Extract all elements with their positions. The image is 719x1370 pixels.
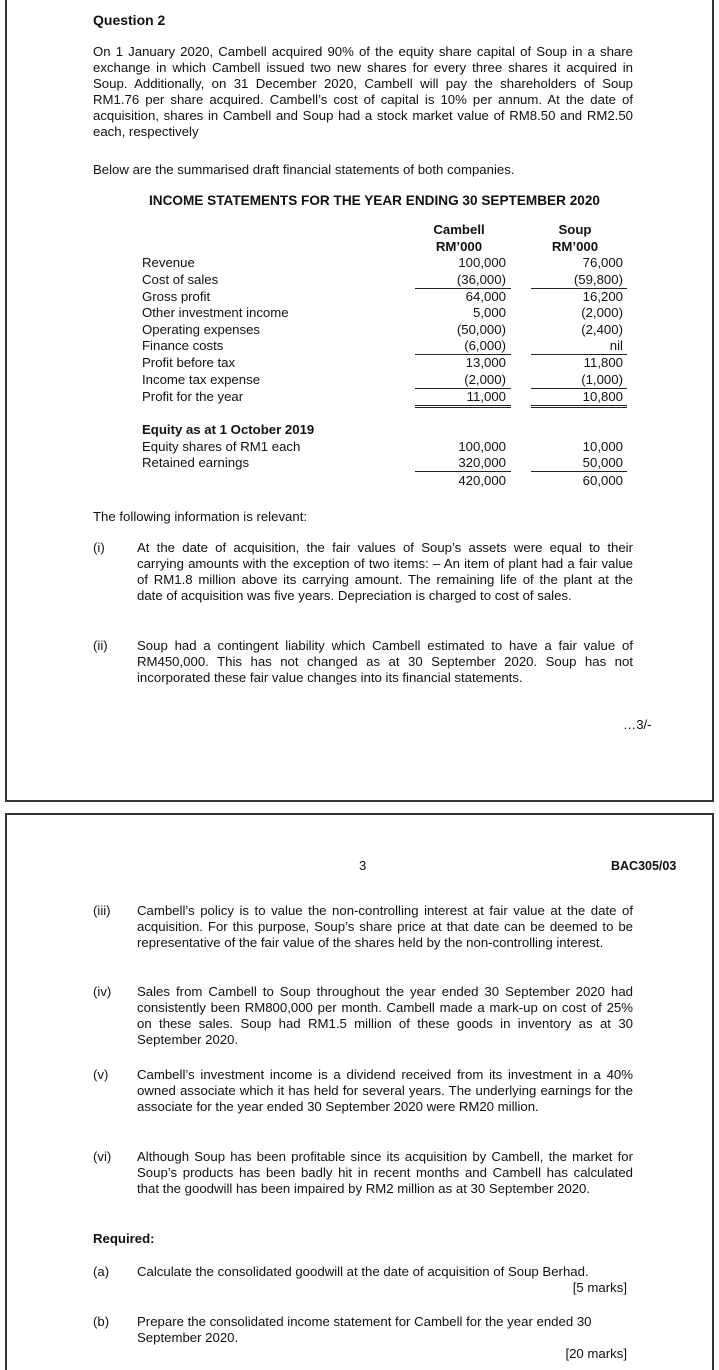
table-unit-row [7,239,716,255]
page-number: 3 [359,858,367,873]
row-label: Income tax expense [142,372,261,387]
item-text: Although Soup has been profitable since its acquisition by Cambell, the market for Soup’s products has been badly hit in recent months and Cambell has calculated that the goodwill has been impaired by RM2 million as at 30 September 2020. [137,1149,633,1196]
item-text: Cambell’s policy is to value the non-controlling interest at fair value at the date of acquisition. For this purpose, Soup’s share price at that date can be deemed to be representative of the fair value of the shares held by the non-controlling interest. [137,903,633,950]
part-number: (a) [93,1264,110,1279]
table-row [7,272,716,288]
soup-value: 11,800 [583,355,623,370]
item-text: Cambell’s investment income is a dividend received from its investment in a 40% owned associate which it has held for several years. The underlying earnings for the associate for the year ended 30 September 2020 were RM20 million. [137,1067,633,1114]
soup-value: 10,000 [582,439,623,454]
table-row [7,255,716,271]
row-label: Retained earnings [142,455,250,470]
row-label: Cost of sales [142,272,219,287]
soup-value: (2,400) [581,322,623,337]
row-label: Equity shares of RM1 each [142,439,301,454]
equity-total-row [7,473,716,489]
row-label: Finance costs [142,338,224,353]
cambell-value: (6,000) [415,338,511,355]
table-row [7,439,716,455]
column-unit-soup: RM’000 [551,239,599,254]
table-row [7,455,716,471]
table-row [7,322,716,338]
row-label: Other investment income [142,305,289,320]
part-text: Calculate the consolidated goodwill at the date of acquisition of Soup Berhad. [137,1264,589,1279]
information-intro: The following information is relevant: [93,509,308,524]
required-title: Required: [93,1231,155,1246]
row-label: Profit for the year [142,389,244,404]
income-statement-title: INCOME STATEMENTS FOR THE YEAR ENDING 30 SEPTEMBER 2020 [149,193,600,208]
soup-value: 16,200 [582,289,623,304]
soup-total: 60,000 [582,473,623,488]
document-page-1 [5,0,714,802]
cambell-value: (2,000) [415,372,511,389]
page-continuation: …3/- [623,717,652,732]
question-intro: On 1 January 2020, Cambell acquired 90% of the equity share capital of Soup in a share exchange in which Cambell issued two new shares for every three shares it acquired in Soup. Additionally, on 31 December 2020, Cambell will pay the shareholders of Soup RM1.76 per share acquired. Cambell’s cost of capital is 10% per annum. At the date of acquisition, shares in Cambell and Soup had a stock market value of RM8.50 and RM2.50 each, respectively [93,44,633,139]
item-text: At the date of acquisition, the fair values of Soup’s assets were equal to their carrying amounts with the exception of two items: – An item of plant had a fair value of RM1.8 million above its carrying amount. The remaining life of the plant at the date of acquisition was five years. Depreciation is charged to cost of sales. [137,540,633,603]
part-marks: [20 marks] [565,1346,627,1361]
item-number: (iii) [93,903,111,918]
item-number: (vi) [93,1149,112,1164]
soup-value: (1,000) [531,372,627,389]
row-label: Profit before tax [142,355,236,370]
item-number: (i) [93,540,105,555]
cambell-value: 5,000 [472,305,506,320]
soup-value: nil [531,338,627,355]
table-row [7,305,716,321]
row-label: Revenue [142,255,195,270]
statements-intro: Below are the summarised draft financial statements of both companies. [93,162,515,177]
cambell-value: (36,000) [415,272,511,289]
table-row [7,372,716,388]
cambell-total: 420,000 [458,473,506,488]
column-header-cambell: Cambell [433,222,485,237]
soup-value: 10,800 [531,389,627,408]
question-title: Question 2 [93,12,166,28]
table-header-row [7,222,716,238]
part-marks: [5 marks] [572,1280,627,1295]
part-number: (b) [93,1314,110,1329]
column-unit-cambell: RM’000 [435,239,483,254]
item-text: Soup had a contingent liability which Cambell estimated to have a fair value of RM450,000. This has not changed as at 30 September 2020. Soup has not incorporated these fair value changes into its financial statements. [137,638,633,685]
cambell-value: (50,000) [456,322,506,337]
cambell-value: 100,000 [458,255,506,270]
row-label: Operating expenses [142,322,261,337]
cambell-value: 64,000 [465,289,506,304]
document-page-2 [5,813,714,1370]
table-row [7,355,716,371]
soup-value: 76,000 [582,255,623,270]
cambell-value: 13,000 [465,355,506,370]
equity-title-row [7,422,716,438]
cambell-value: 100,000 [458,439,506,454]
soup-value: 50,000 [531,455,627,472]
soup-value: (2,000) [581,305,623,320]
cambell-value: 11,000 [415,389,511,408]
cambell-value: 320,000 [415,455,511,472]
course-code: BAC305/03 [611,859,677,873]
table-row [7,338,716,354]
table-row [7,389,716,405]
equity-title: Equity as at 1 October 2019 [142,422,315,437]
part-text: Prepare the consolidated income statement for Cambell for the year ended 30 September 2020. [137,1314,592,1345]
item-number: (iv) [93,984,112,999]
table-row [7,289,716,305]
item-number: (ii) [93,638,108,653]
column-header-soup: Soup [558,222,592,237]
item-text: Sales from Cambell to Soup throughout the year ended 30 September 2020 had consistently been RM800,000 per month. Cambell made a mark-up on cost of 25% on these sales. Soup had RM1.5 million of these goods in inventory as at 30 September 2020. [137,984,633,1047]
soup-value: (59,800) [531,272,627,289]
row-label: Gross profit [142,289,211,304]
item-number: (v) [93,1067,109,1082]
